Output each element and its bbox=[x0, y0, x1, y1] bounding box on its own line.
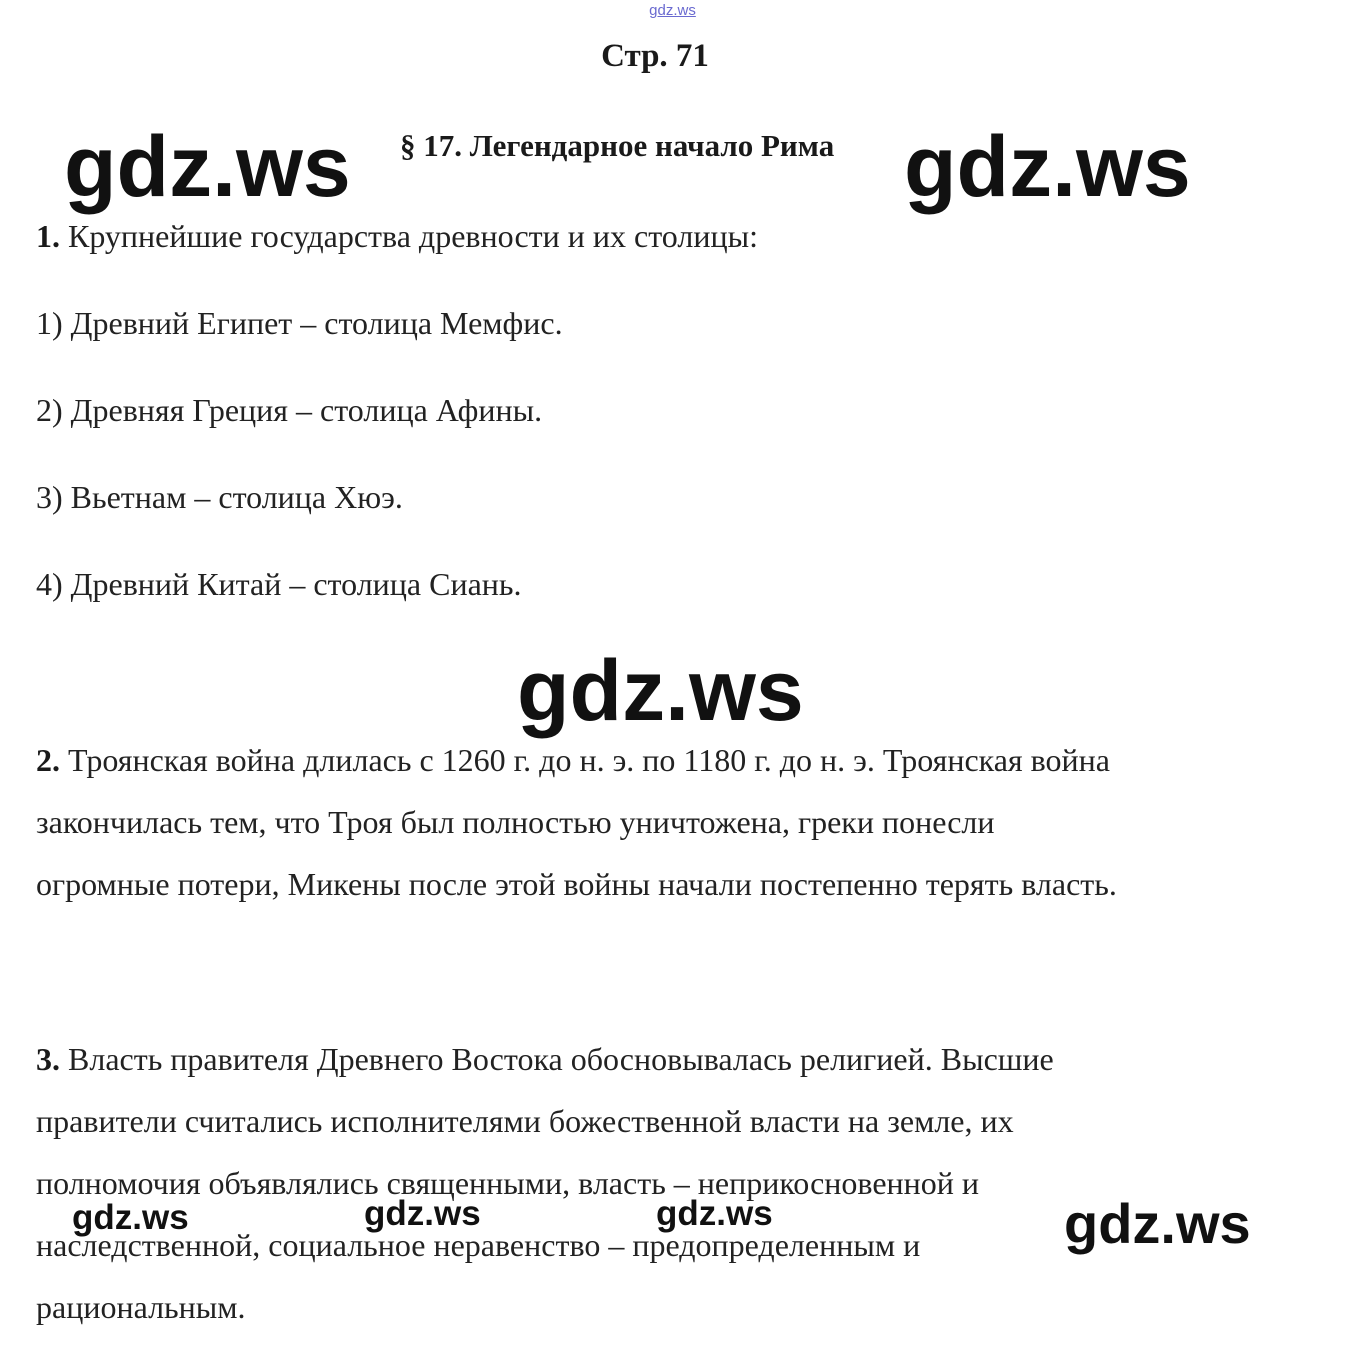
watermark-big-right: gdz.ws bbox=[904, 119, 1191, 215]
q3-line: рациональным. bbox=[36, 1289, 246, 1325]
q3-line: правители считались исполнителями божественной власти на земле, их bbox=[36, 1103, 1014, 1139]
section-title: § 17. Легендарное начало Рима bbox=[400, 128, 835, 163]
q2-text: Троянская война длилась с 1260 г. до н. э. по 1180 г. до н. э. Троянская война bbox=[68, 742, 1110, 778]
q1-intro: Крупнейшие государства древности и их столицы: bbox=[68, 218, 758, 254]
watermark-small: gdz.ws bbox=[72, 1198, 189, 1237]
q1-item: 4) Древний Китай – столица Сиань. bbox=[36, 566, 522, 602]
q1-item: 1) Древний Египет – столица Мемфис. bbox=[36, 305, 563, 341]
q3-line: полномочия объявлялись священными, власть – неприкосновенной и bbox=[36, 1165, 980, 1201]
q2-line: закончилась тем, что Троя был полностью уничтожена, греки понесли bbox=[36, 804, 995, 840]
watermark-small: gdz.ws bbox=[364, 1194, 481, 1233]
q3-line bbox=[36, 1043, 1054, 1075]
q2-number: 2. bbox=[36, 742, 60, 778]
watermark-big-bottom-right: gdz.ws bbox=[1064, 1192, 1251, 1255]
top-watermark-link[interactable]: gdz.ws bbox=[649, 2, 696, 19]
q2-line bbox=[36, 744, 1110, 776]
watermark-small: gdz.ws bbox=[656, 1194, 773, 1233]
watermark-big-center: gdz.ws bbox=[517, 643, 804, 739]
q1-item: 3) Вьетнам – столица Хюэ. bbox=[36, 479, 403, 515]
q1-item: 2) Древняя Греция – столица Афины. bbox=[36, 392, 543, 428]
q3-text: Власть правителя Древнего Востока обосновывалась религией. Высшие bbox=[68, 1041, 1054, 1077]
q1-intro-line bbox=[36, 220, 758, 252]
q3-number: 3. bbox=[36, 1041, 60, 1077]
q2-line: огромные потери, Микены после этой войны начали постепенно терять власть. bbox=[36, 866, 1117, 902]
q1-number: 1. bbox=[36, 218, 60, 254]
page-label: Стр. 71 bbox=[601, 38, 709, 74]
watermark-big-left: gdz.ws bbox=[64, 119, 351, 215]
q3-line: наследственной, социальное неравенство – предопределенным и bbox=[36, 1227, 921, 1263]
